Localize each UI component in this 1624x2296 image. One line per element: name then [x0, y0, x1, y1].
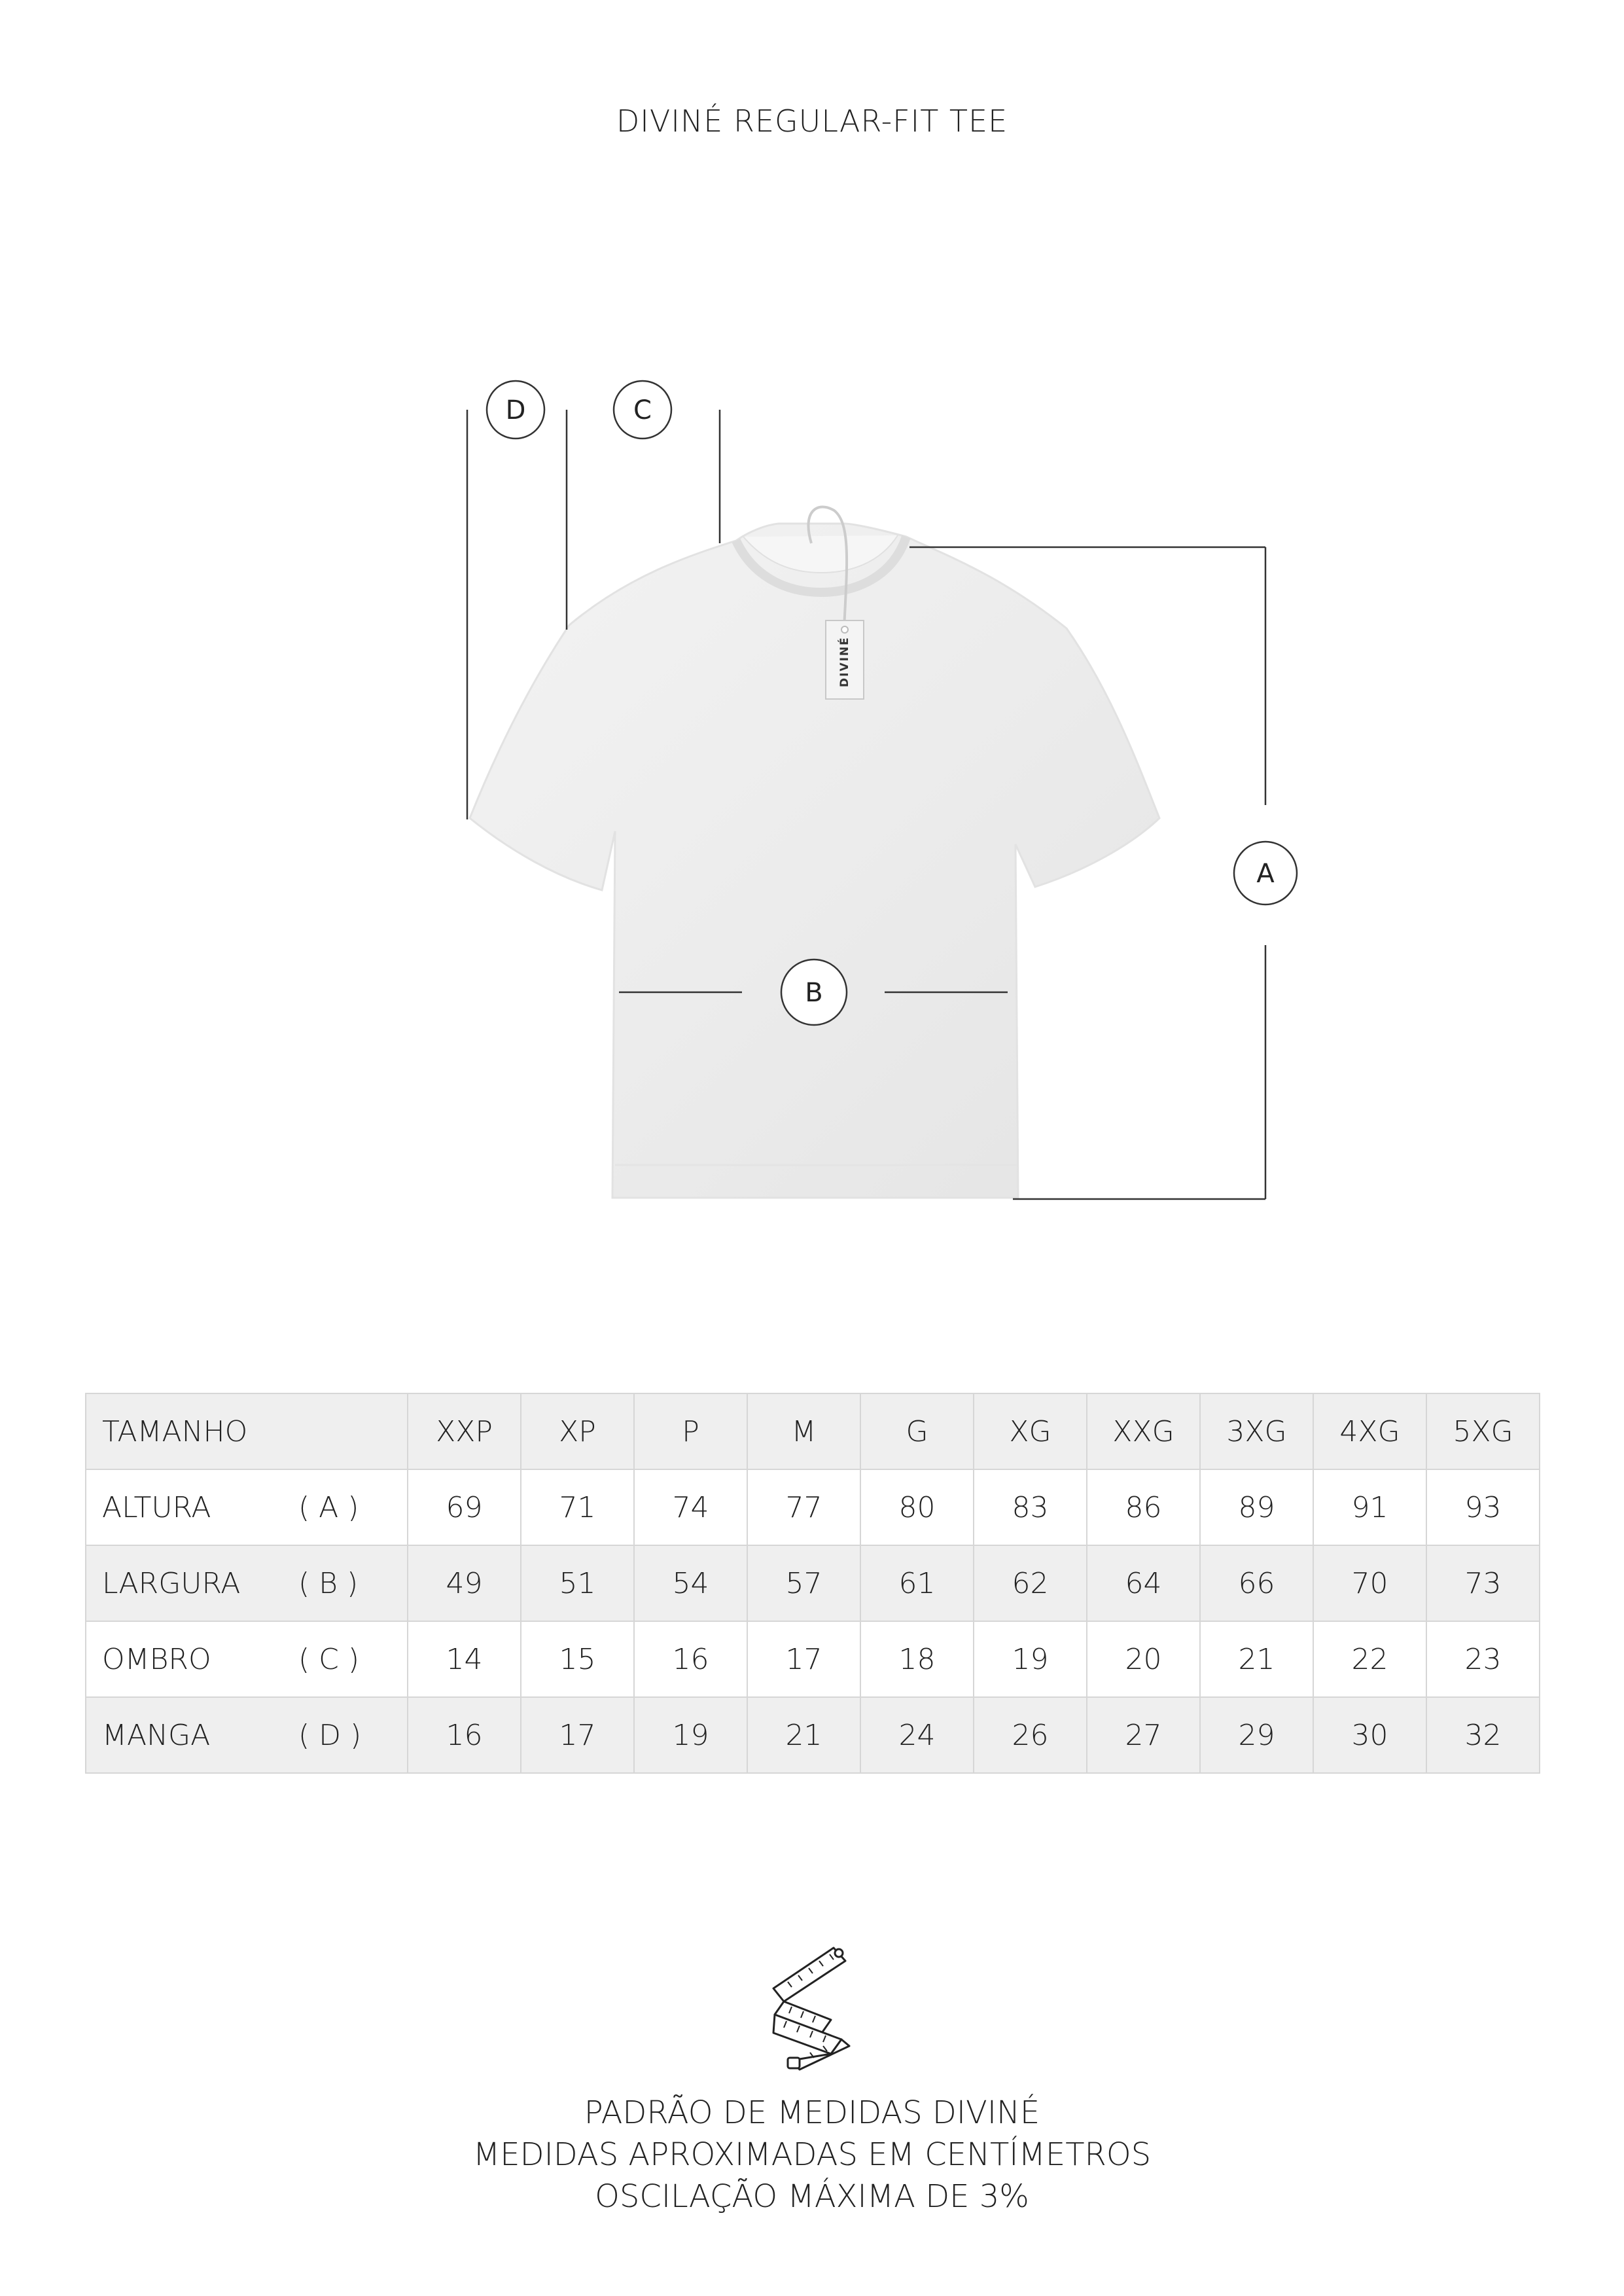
table-cell: 16 [634, 1621, 747, 1697]
size-header: XG [974, 1393, 1087, 1469]
row-code: ( B ) [298, 1566, 359, 1600]
table-cell: 16 [408, 1697, 521, 1773]
table-cell: 19 [974, 1621, 1087, 1697]
table-cell: 83 [974, 1469, 1087, 1545]
table-cell: 77 [747, 1469, 860, 1545]
table-row-manga [86, 1697, 1540, 1773]
table-cell: 51 [521, 1545, 634, 1621]
table-cell: 15 [521, 1621, 634, 1697]
table-cell: 70 [1313, 1545, 1426, 1621]
table-cell: 23 [1426, 1621, 1540, 1697]
table-cell: 71 [521, 1469, 634, 1545]
table-row-ombro [86, 1621, 1540, 1697]
table-cell: 93 [1426, 1469, 1540, 1545]
measuring-tape-icon [768, 1941, 856, 2072]
table-cell: 49 [408, 1545, 521, 1621]
table-row-largura [86, 1545, 1540, 1621]
table-cell: 62 [974, 1545, 1087, 1621]
size-header: P [634, 1393, 747, 1469]
marker-d-label: D [505, 395, 526, 425]
marker-b-label: B [805, 978, 823, 1008]
table-cell: 21 [747, 1697, 860, 1773]
table-cell: 61 [860, 1545, 974, 1621]
table-header-row [86, 1393, 1540, 1469]
table-cell: 24 [860, 1697, 974, 1773]
table-cell: 69 [408, 1469, 521, 1545]
size-header: 5XG [1426, 1393, 1540, 1469]
tag-brand-text: DIVINÉ [838, 636, 851, 687]
size-header: XP [521, 1393, 634, 1469]
table-cell: 64 [1087, 1545, 1200, 1621]
size-header: 3XG [1200, 1393, 1313, 1469]
table-cell: 86 [1087, 1469, 1200, 1545]
table-cell: 26 [974, 1697, 1087, 1773]
size-header: XXG [1087, 1393, 1200, 1469]
table-cell: 80 [860, 1469, 974, 1545]
row-code: ( A ) [298, 1490, 359, 1524]
table-cell: 89 [1200, 1469, 1313, 1545]
table-cell: 54 [634, 1545, 747, 1621]
page-title: DIVINÉ REGULAR-FIT TEE [616, 103, 1008, 139]
marker-c-label: C [633, 395, 652, 425]
table-cell: 73 [1426, 1545, 1540, 1621]
table-cell: 30 [1313, 1697, 1426, 1773]
table-row-altura [86, 1469, 1540, 1545]
footer-line-2: MEDIDAS APROXIMADAS EM CENTÍMETROS [472, 2136, 1152, 2173]
size-header: M [747, 1393, 860, 1469]
footer-line-1: PADRÃO DE MEDIDAS DIVINÉ [584, 2094, 1040, 2131]
size-header: G [860, 1393, 974, 1469]
table-cell: 18 [860, 1621, 974, 1697]
table-cell: 17 [747, 1621, 860, 1697]
tshirt-shape [470, 524, 1159, 1198]
table-cell: 21 [1200, 1621, 1313, 1697]
table-cell: 20 [1087, 1621, 1200, 1697]
table-cell: 22 [1313, 1621, 1426, 1697]
table-cell: 14 [408, 1621, 521, 1697]
marker-a-label: A [1256, 859, 1275, 889]
size-chart-table [85, 1393, 1540, 1774]
row-label: OMBRO [102, 1642, 211, 1676]
size-header: XXP [408, 1393, 521, 1469]
row-label: MANGA [102, 1718, 211, 1752]
table-cell: 91 [1313, 1469, 1426, 1545]
table-cell: 17 [521, 1697, 634, 1773]
table-cell: 32 [1426, 1697, 1540, 1773]
table-cell: 29 [1200, 1697, 1313, 1773]
table-cell: 66 [1200, 1545, 1313, 1621]
header-label: TAMANHO [86, 1393, 408, 1469]
footer-line-3: OSCILAÇÃO MÁXIMA DE 3% [595, 2178, 1029, 2215]
size-header: 4XG [1313, 1393, 1426, 1469]
row-code: ( D ) [298, 1718, 362, 1752]
row-label: LARGURA [102, 1566, 241, 1600]
table-cell: 57 [747, 1545, 860, 1621]
footer-notes [0, 2092, 1624, 2217]
row-code: ( C ) [298, 1642, 360, 1676]
table-cell: 27 [1087, 1697, 1200, 1773]
row-label: ALTURA [102, 1490, 211, 1524]
table-cell: 19 [634, 1697, 747, 1773]
table-cell: 74 [634, 1469, 747, 1545]
